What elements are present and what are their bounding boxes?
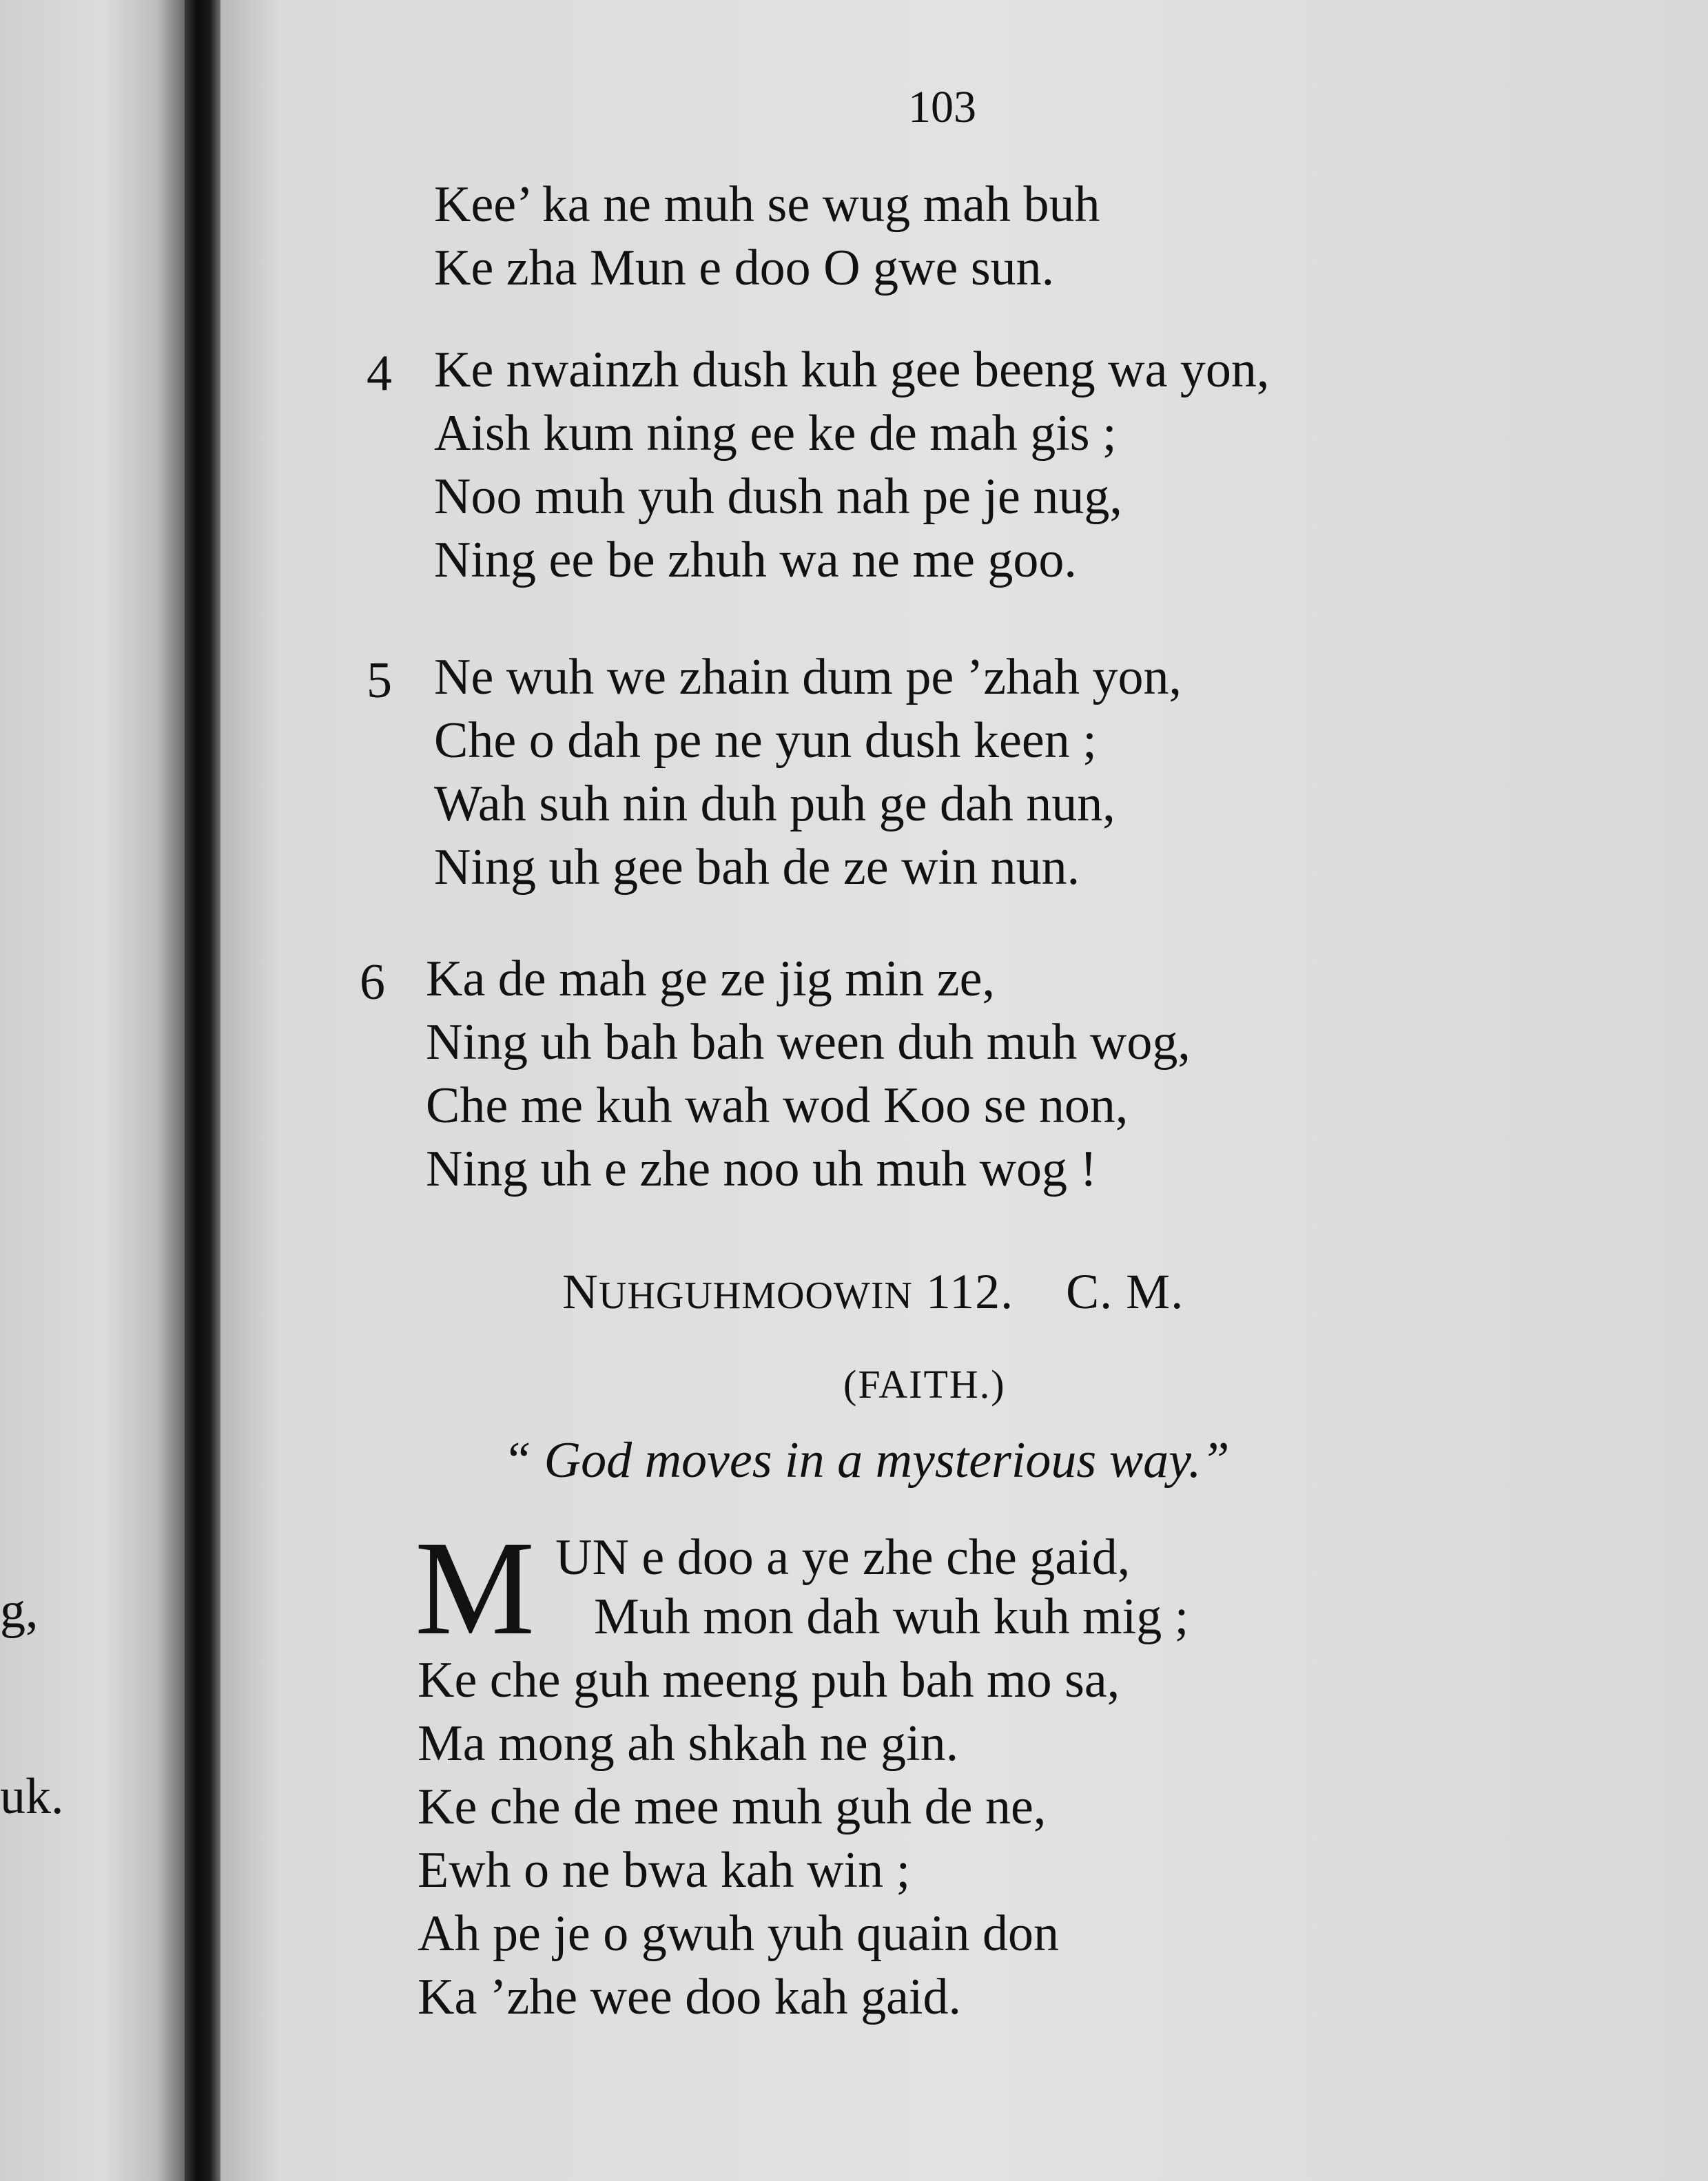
verse-line: Ka de mah ge ze jig min ze, — [426, 951, 995, 1007]
verse-line: Ne wuh we zhain dum pe ’zhah yon, — [434, 649, 1182, 705]
hymn-line: Ewh o ne bwa kah win ; — [418, 1842, 911, 1899]
verse-line: Che o dah pe ne yun dush keen ; — [434, 712, 1097, 769]
verse-line: Aish kum ning ee ke de mah gis ; — [434, 405, 1117, 462]
hymn-line: Muh mon dah wuh kuh mig ; — [594, 1589, 1189, 1645]
verse-number: 6 — [360, 954, 385, 1011]
verse-number: 4 — [367, 345, 392, 402]
verse-line: Noo muh yuh dush nah pe je nug, — [434, 468, 1122, 525]
page-number: 103 — [908, 82, 976, 132]
hymn-subject: (FAITH.) — [843, 1362, 1006, 1407]
verse-line: Ning uh e zhe noo uh muh wog ! — [426, 1141, 1098, 1197]
verse-line: Ke nwainzh dush kuh gee beeng wa yon, — [434, 342, 1270, 398]
left-page-fragment: g, — [0, 1582, 39, 1639]
drop-cap: M — [415, 1513, 535, 1663]
verse-number: 5 — [367, 652, 392, 709]
verse-line: Che me kuh wah wod Koo se non, — [426, 1077, 1129, 1134]
verse-line: Ning uh gee bah de ze win nun. — [434, 839, 1080, 896]
hymn-english-first-line: “ God moves in a mysterious way.” — [503, 1432, 1230, 1489]
hymn-line: Ke che de mee muh guh de ne, — [418, 1779, 1047, 1835]
hymn-title-word: UHGUHMOOWIN — [599, 1274, 913, 1317]
book-spine-gutter — [185, 0, 220, 2181]
hymn-line: Ah pe je o gwuh yuh quain don — [418, 1905, 1060, 1962]
hymn-meter: C. M. — [1066, 1264, 1184, 1319]
hymn-line: UN e doo a ye zhe che gaid, — [555, 1529, 1131, 1586]
continued-line: Kee’ ka ne muh se wug mah buh — [434, 176, 1100, 233]
hymn-line: Ke che guh meeng puh bah mo sa, — [418, 1652, 1120, 1708]
verse-line: Ning ee be zhuh wa ne me goo. — [434, 532, 1077, 588]
hymn-title-initial: N — [562, 1264, 599, 1319]
hymn-number: 112. — [925, 1264, 1014, 1319]
left-page-fragment: uk. — [0, 1768, 64, 1825]
verse-line: Wah suh nin duh puh ge dah nun, — [434, 776, 1115, 832]
hymn-line: Ma mong ah shkah ne gin. — [418, 1715, 959, 1772]
verse-line: Ning uh bah bah ween duh muh wog, — [426, 1014, 1191, 1071]
left-facing-page — [0, 0, 185, 2181]
hymn-line: Ka ’zhe wee doo kah gaid. — [418, 1969, 961, 2025]
continued-line: Ke zha Mun e doo O gwe sun. — [434, 240, 1055, 296]
hymn-title — [562, 1263, 1184, 1321]
